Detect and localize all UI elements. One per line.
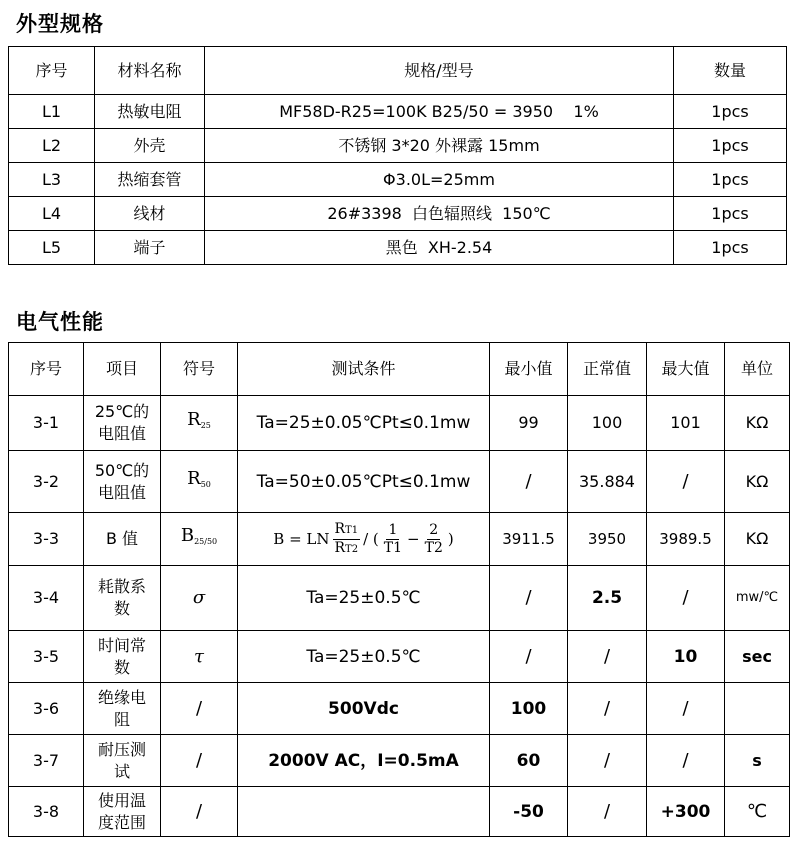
item-name	[84, 566, 161, 631]
min-value: /	[490, 566, 568, 631]
header-cell: 项目	[84, 343, 161, 396]
symbol-main: R	[187, 467, 201, 489]
max-value: /	[647, 735, 725, 787]
item-name	[84, 683, 161, 735]
formula-lhs: B = LN	[273, 529, 330, 548]
unit: sec	[725, 631, 790, 683]
header-cell: 材料名称	[95, 47, 205, 95]
row-id: 3-7	[9, 735, 84, 787]
formula-fraction-r	[333, 521, 361, 558]
symbol	[161, 451, 238, 513]
max-value: 3989.5	[647, 513, 725, 566]
header-cell: 最大值	[647, 343, 725, 396]
header-cell: 序号	[9, 47, 95, 95]
row-id: 3-5	[9, 631, 84, 683]
table-row	[9, 231, 787, 265]
material-name: 热缩套管	[95, 163, 205, 197]
row-id: 3-8	[9, 787, 84, 837]
item-name: B 值	[84, 513, 161, 566]
section-title-appearance: 外型规格	[16, 12, 104, 36]
material-name: 热敏电阻	[95, 95, 205, 129]
symbol: /	[161, 787, 238, 837]
table-row	[9, 197, 787, 231]
material-qty: 1pcs	[674, 231, 787, 265]
table-row	[9, 683, 790, 735]
fraction-denominator-sub: T2	[345, 543, 359, 555]
item-text: 时间常数	[97, 635, 146, 677]
fraction-denominator: T1	[383, 539, 403, 556]
table-row	[9, 787, 790, 837]
test-condition: Ta=50±0.05℃Pt≤0.1mw	[238, 451, 490, 513]
max-value: /	[647, 683, 725, 735]
symbol-subscript: 25/50	[194, 537, 218, 546]
max-value: +300	[647, 787, 725, 837]
nominal-value: 100	[568, 396, 647, 451]
max-value: /	[647, 451, 725, 513]
unit: KΩ	[725, 396, 790, 451]
test-condition	[238, 787, 490, 837]
material-spec: 26#3398 白色辐照线 150℃	[205, 197, 674, 231]
material-qty: 1pcs	[674, 197, 787, 231]
fraction-denominator: R	[334, 539, 346, 556]
item-name	[84, 396, 161, 451]
row-id: 3-6	[9, 683, 84, 735]
formula-fraction-2	[423, 522, 445, 557]
fraction-numerator: 1	[388, 521, 398, 538]
section-title-electrical: 电气性能	[16, 310, 104, 334]
row-id: 3-3	[9, 513, 84, 566]
min-value: 99	[490, 396, 568, 451]
formula-rhs: )	[447, 529, 454, 548]
test-condition: Ta=25±0.5℃	[238, 631, 490, 683]
symbol: /	[161, 735, 238, 787]
min-value: 100	[490, 683, 568, 735]
item-name	[84, 735, 161, 787]
table-row	[9, 566, 790, 631]
material-qty: 1pcs	[674, 163, 787, 197]
unit: s	[725, 735, 790, 787]
fraction-numerator: 2	[429, 521, 439, 538]
item-text: 50℃的电阻值	[94, 460, 150, 502]
max-value: 101	[647, 396, 725, 451]
min-value: 60	[490, 735, 568, 787]
electrical-performance-table	[8, 342, 790, 837]
unit: KΩ	[725, 513, 790, 566]
table-row	[9, 129, 787, 163]
table-row	[9, 513, 790, 566]
test-condition: 2000V AC，I=0.5mA	[238, 735, 490, 787]
symbol-main: B	[180, 525, 195, 546]
item-text: 使用温度范围	[97, 790, 146, 832]
min-value: 3911.5	[490, 513, 568, 566]
header-cell: 规格/型号	[205, 47, 674, 95]
symbol-subscript: 25	[200, 421, 211, 430]
min-value: /	[490, 451, 568, 513]
header-cell: 单位	[725, 343, 790, 396]
material-name: 外壳	[95, 129, 205, 163]
header-cell: 最小值	[490, 343, 568, 396]
nominal-value: /	[568, 631, 647, 683]
symbol-subscript: 50	[200, 479, 211, 489]
row-id: 3-2	[9, 451, 84, 513]
formula-mid: / (	[363, 529, 379, 548]
item-text: 耗散系数	[97, 577, 146, 618]
b-value-formula	[238, 513, 490, 566]
symbol: /	[161, 683, 238, 735]
row-id: L3	[9, 163, 95, 197]
table-row	[9, 396, 790, 451]
table-row	[9, 95, 787, 129]
test-condition: Ta=25±0.5℃	[238, 566, 490, 631]
item-name	[84, 631, 161, 683]
symbol	[161, 396, 238, 451]
nominal-value: 2.5	[568, 566, 647, 631]
item-name	[84, 787, 161, 837]
symbol	[161, 513, 238, 566]
unit: ℃	[725, 787, 790, 837]
appearance-spec-table	[8, 46, 787, 265]
row-id: 3-4	[9, 566, 84, 631]
material-spec: Φ3.0L=25mm	[205, 163, 674, 197]
material-spec: MF58D-R25=100K B25/50 = 3950 1%	[205, 95, 674, 129]
header-cell: 数量	[674, 47, 787, 95]
min-value: /	[490, 631, 568, 683]
table-row	[9, 451, 790, 513]
fraction-denominator: T2	[424, 539, 443, 556]
nominal-value: /	[568, 735, 647, 787]
row-id: L2	[9, 129, 95, 163]
nominal-value: /	[568, 683, 647, 735]
unit: KΩ	[725, 451, 790, 513]
table-row	[9, 735, 790, 787]
material-name: 线材	[95, 197, 205, 231]
symbol-main: R	[187, 409, 201, 430]
item-text: 绝缘电阻	[97, 687, 146, 729]
nominal-value: 3950	[568, 513, 647, 566]
header-cell: 序号	[9, 343, 84, 396]
table-header-row	[9, 343, 790, 396]
max-value: 10	[647, 631, 725, 683]
unit: mw/℃	[725, 566, 790, 631]
test-condition: Ta=25±0.05℃Pt≤0.1mw	[238, 396, 490, 451]
symbol: τ	[161, 631, 238, 683]
formula-minus: −	[407, 529, 420, 548]
symbol: σ	[161, 566, 238, 631]
material-qty: 1pcs	[674, 95, 787, 129]
test-condition: 500Vdc	[238, 683, 490, 735]
table-row	[9, 163, 787, 197]
table-header-row	[9, 47, 787, 95]
fraction-numerator: R	[334, 520, 346, 537]
unit	[725, 683, 790, 735]
formula-fraction-1	[382, 522, 404, 557]
nominal-value: 35.884	[568, 451, 647, 513]
table-row	[9, 631, 790, 683]
max-value: /	[647, 566, 725, 631]
material-qty: 1pcs	[674, 129, 787, 163]
header-cell: 测试条件	[238, 343, 490, 396]
row-id: L1	[9, 95, 95, 129]
min-value: -50	[490, 787, 568, 837]
header-cell: 符号	[161, 343, 238, 396]
item-name	[84, 451, 161, 513]
item-text: 耐压测试	[97, 739, 146, 781]
row-id: 3-1	[9, 396, 84, 451]
material-spec: 黑色 XH-2.54	[205, 231, 674, 265]
fraction-numerator-sub: T1	[345, 524, 359, 536]
material-spec: 不锈钢 3*20 外裸露 15mm	[205, 129, 674, 163]
row-id: L5	[9, 231, 95, 265]
item-text: 25℃的电阻值	[94, 402, 150, 443]
row-id: L4	[9, 197, 95, 231]
material-name: 端子	[95, 231, 205, 265]
nominal-value: /	[568, 787, 647, 837]
header-cell: 正常值	[568, 343, 647, 396]
